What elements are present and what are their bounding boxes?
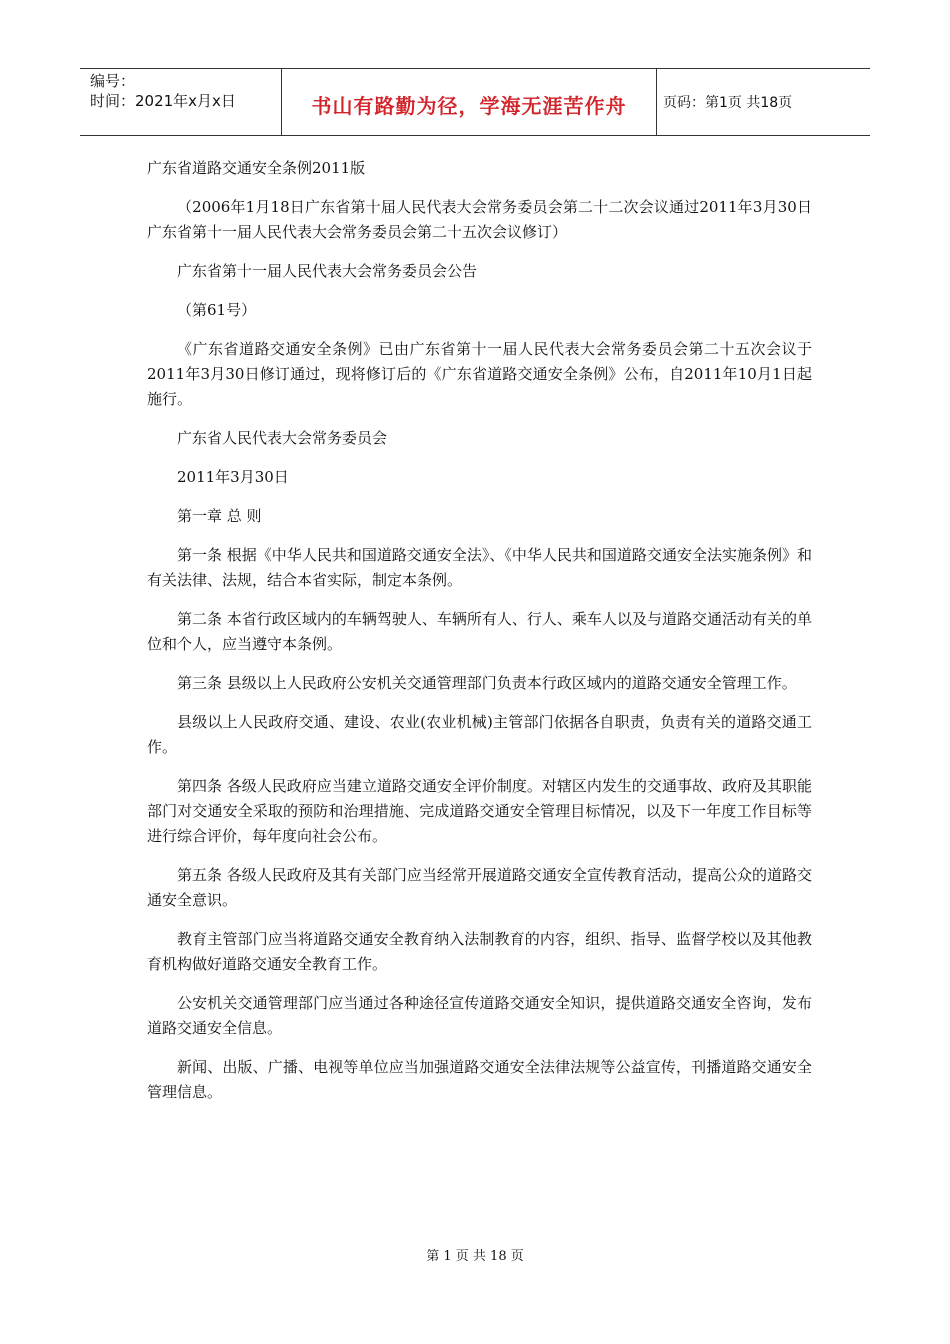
announcement-title: 广东省第十一届人民代表大会常务委员会公告 <box>177 262 478 280</box>
article-paragraph: 第一条 根据《中华人民共和国道路交通安全法》、《中华人民共和国道路交通安全法实施条例》和有关法律、法规，结合本省实际，制定本条例。 <box>147 546 812 589</box>
announcement-body: 《广东省道路交通安全条例》已由广东省第十一届人民代表大会常务委员会第二十五次会议于2011年3月30日修订通过，现将修订后的《广东省道路交通安全条例》公布，自2011年10月1日起施行。 <box>147 340 812 408</box>
document-time-label: 时间：2021年x月x日 <box>90 92 236 110</box>
announcement-number: （第61号） <box>177 301 257 319</box>
issuer: 广东省人民代表大会常务委员会 <box>177 429 388 447</box>
article-paragraph: 第三条 县级以上人民政府公安机关交通管理部门负责本行政区域内的道路交通安全管理工作。 <box>177 674 797 692</box>
issue-date: 2011年3月30日 <box>177 468 289 486</box>
header-meta <box>80 69 282 135</box>
document-title: 广东省道路交通安全条例2011版 <box>147 159 366 177</box>
page-header <box>80 68 870 136</box>
document-number-label: 编号： <box>90 72 136 90</box>
article-paragraph: 新闻、出版、广播、电视等单位应当加强道路交通安全法律法规等公益宣传，刊播道路交通安全管理信息。 <box>147 1058 812 1101</box>
article-paragraph: 教育主管部门应当将道路交通安全教育纳入法制教育的内容，组织、指导、监督学校以及其他教育机构做好道路交通安全教育工作。 <box>147 930 812 973</box>
article-paragraph: 县级以上人民政府交通、建设、农业(农业机械)主管部门依据各自职责，负责有关的道路交通工作。 <box>147 713 812 756</box>
article-paragraph: 第五条 各级人民政府及其有关部门应当经常开展道路交通安全宣传教育活动，提高公众的道路交通安全意识。 <box>147 866 812 909</box>
header-page-info: 页码：第1页 共18页 <box>663 95 793 111</box>
article-paragraph: 公安机关交通管理部门应当通过各种途径宣传道路交通安全知识，提供道路交通安全咨询，发布道路交通安全信息。 <box>147 994 812 1037</box>
adoption-note: （2006年1月18日广东省第十届人民代表大会常务委员会第二十二次会议通过2011年3月30日广东省第十一届人民代表大会常务委员会第二十五次会议修订） <box>147 198 812 241</box>
chapter-heading: 第一章 总 则 <box>177 507 262 525</box>
article-paragraph: 第二条 本省行政区域内的车辆驾驶人、车辆所有人、行人、乘车人以及与道路交通活动有关的单位和个人，应当遵守本条例。 <box>147 610 812 653</box>
document-body <box>147 156 812 1119</box>
page-footer: 第 1 页 共 18 页 <box>426 1249 524 1264</box>
header-motto: 书山有路勤为径，学海无涯苦作舟 <box>282 69 657 135</box>
article-paragraph: 第四条 各级人民政府应当建立道路交通安全评价制度。对辖区内发生的交通事故、政府及其职能部门对交通安全采取的预防和治理措施、完成道路交通安全管理目标情况，以及下一年度工作目标等进行综合评价，每年度向社会公布。 <box>147 777 812 845</box>
